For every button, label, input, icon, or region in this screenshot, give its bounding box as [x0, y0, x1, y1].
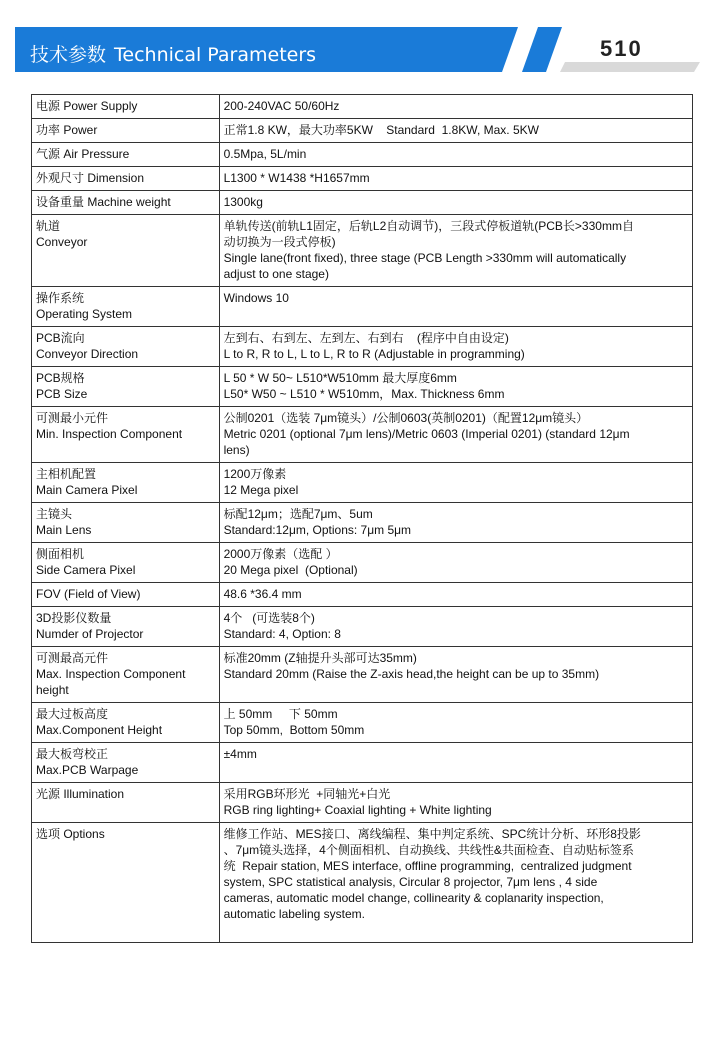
- spec-value: [219, 407, 692, 463]
- page-title-cn: 技术参数: [30, 44, 107, 66]
- spec-key: [32, 743, 220, 783]
- spec-row: [32, 167, 693, 191]
- header-blue-stripe: [522, 27, 562, 72]
- spec-value-line: 0.5Mpa, 5L/min: [223, 147, 307, 161]
- spec-value-line: 采用RGB环形光 +同轴光+白光: [223, 787, 391, 801]
- spec-value: [219, 743, 692, 783]
- spec-value-line: lens): [223, 443, 250, 457]
- spec-row: [32, 647, 693, 703]
- spec-key: [32, 287, 220, 327]
- spec-value: [219, 823, 692, 943]
- spec-key-line: Conveyor: [36, 235, 88, 249]
- spec-key-line: Operating System: [36, 307, 133, 321]
- spec-row: [32, 367, 693, 407]
- spec-key-line: Min. Inspection Component: [36, 427, 183, 441]
- spec-value-line: RGB ring lighting+ Coaxial lighting + White lighting: [223, 803, 492, 817]
- spec-key: [32, 543, 220, 583]
- spec-key-line: 轨道: [36, 219, 61, 233]
- spec-key-line: Side Camera Pixel: [36, 563, 136, 577]
- spec-key: [32, 823, 220, 943]
- spec-value-line: 48.6 *36.4 mm: [223, 587, 302, 601]
- spec-value-line: 左到右、右到左、左到左、右到右 (程序中自由设定): [223, 331, 509, 345]
- spec-row: [32, 407, 693, 463]
- spec-value-line: 1300kg: [223, 195, 263, 209]
- spec-key: [32, 583, 220, 607]
- spec-value: [219, 215, 692, 287]
- spec-key-line: 外观尺寸 Dimension: [36, 171, 145, 185]
- spec-value: [219, 583, 692, 607]
- spec-row: [32, 119, 693, 143]
- spec-value-line: adjust to one stage): [223, 267, 329, 281]
- spec-key: [32, 503, 220, 543]
- spec-row: [32, 703, 693, 743]
- spec-value-line: L50* W50 ~ L510 * W510mm，Max. Thickness 6mm: [223, 387, 505, 401]
- spec-row: [32, 823, 693, 943]
- spec-value-line: 正常1.8 KW，最大功率5KW Standard 1.8KW, Max. 5KW: [223, 123, 539, 137]
- spec-key-line: PCB Size: [36, 387, 88, 401]
- spec-row: [32, 743, 693, 783]
- spec-row: [32, 215, 693, 287]
- spec-key-line: 可测最小元件: [36, 411, 109, 425]
- spec-value: [219, 191, 692, 215]
- spec-value: [219, 647, 692, 703]
- spec-value-line: Standard 20mm (Raise the Z-axis head,the height can be up to 35mm): [223, 667, 600, 681]
- spec-key-line: 最大板弯校正: [36, 747, 109, 761]
- spec-key-line: 主相机配置: [36, 467, 97, 481]
- spec-key: [32, 703, 220, 743]
- spec-key-line: 电源 Power Supply: [36, 99, 138, 113]
- spec-key-line: 可测最高元件: [36, 651, 109, 665]
- spec-key-line: 选项 Options: [36, 827, 105, 841]
- spec-row: [32, 607, 693, 647]
- spec-row: [32, 287, 693, 327]
- spec-value: [219, 367, 692, 407]
- spec-value-line: 动切换为一段式停板): [223, 235, 336, 249]
- spec-key-line: 功率 Power: [36, 123, 98, 137]
- spec-key-line: 设备重量 Machine weight: [36, 195, 171, 209]
- spec-value-line: 12 Mega pixel: [223, 483, 299, 497]
- spec-row: [32, 503, 693, 543]
- spec-value-line: 、7μm镜头选择，4个侧面相机、自动换线、共线性&共面检查、自动贴标签系: [223, 843, 634, 857]
- spec-value-line: 维修工作站、MES接口、离线编程、集中判定系统、SPC统计分析、环形8投影: [223, 827, 641, 841]
- page-header: [0, 0, 720, 80]
- spec-key: [32, 463, 220, 503]
- spec-key-line: FOV (Field of View): [36, 587, 141, 601]
- model-number: 510: [600, 36, 643, 61]
- spec-value-line: 公制0201（选装 7μm镜头）/公制0603(英制0201)（配置12μm镜头）: [223, 411, 589, 425]
- spec-value-line: cameras, automatic model change, collinearity & coplanarity inspection,: [223, 891, 604, 905]
- spec-value: [219, 783, 692, 823]
- spec-value: [219, 95, 692, 119]
- spec-value-line: 1200万像素: [223, 467, 287, 481]
- spec-row: [32, 191, 693, 215]
- spec-key: [32, 783, 220, 823]
- spec-value: [219, 327, 692, 367]
- spec-key: [32, 367, 220, 407]
- header-grey-underline: [560, 62, 700, 72]
- spec-key-line: Main Lens: [36, 523, 92, 537]
- spec-value-line: 上 50mm 下 50mm: [223, 707, 338, 721]
- spec-key: [32, 607, 220, 647]
- spec-value-line: [224, 762, 688, 778]
- spec-value: [219, 463, 692, 503]
- spec-value-line: L1300 * W1438 *H1657mm: [223, 171, 370, 185]
- spec-key-line: 气源 Air Pressure: [36, 147, 130, 161]
- spec-value: [219, 543, 692, 583]
- spec-key-line: Numder of Projector: [36, 627, 144, 641]
- spec-key: [32, 215, 220, 287]
- spec-value-line: [224, 922, 688, 938]
- spec-key: [32, 143, 220, 167]
- spec-value: [219, 503, 692, 543]
- spec-key-line: PCB规格: [36, 371, 85, 385]
- spec-key: [32, 119, 220, 143]
- spec-value: [219, 167, 692, 191]
- spec-table-body: [32, 95, 693, 943]
- spec-key-line: 操作系统: [36, 291, 85, 305]
- spec-key-line: height: [36, 683, 69, 697]
- spec-value-line: system, SPC statistical analysis, Circular 8 projector, 7μm lens , 4 side: [223, 875, 598, 889]
- spec-value-line: 200-240VAC 50/60Hz: [223, 99, 340, 113]
- spec-table: [31, 94, 693, 943]
- spec-value: [219, 143, 692, 167]
- spec-row: [32, 143, 693, 167]
- spec-value-line: Top 50mm, Bottom 50mm: [223, 723, 365, 737]
- spec-value-line: Standard:12μm, Options: 7μm 5μm: [223, 523, 412, 537]
- spec-value-line: Metric 0201 (optional 7μm lens)/Metric 0603 (Imperial 0201) (standard 12μm: [223, 427, 630, 441]
- spec-value-line: automatic labeling system.: [223, 907, 365, 921]
- spec-key: [32, 95, 220, 119]
- spec-key-line: 主镜头: [36, 507, 73, 521]
- spec-row: [32, 327, 693, 367]
- spec-value-line: 标配12μm；选配7μm、5um: [223, 507, 373, 521]
- spec-key-line: 最大过板高度: [36, 707, 109, 721]
- spec-value-line: 统 Repair station, MES interface, offline programming, centralized judgment: [223, 859, 632, 873]
- spec-value: [219, 287, 692, 327]
- spec-value: [219, 119, 692, 143]
- page-title-en: Technical Parameters: [114, 44, 317, 66]
- page-title: [30, 40, 316, 67]
- spec-value-line: 2000万像素（选配 ）: [223, 547, 338, 561]
- spec-row: [32, 463, 693, 503]
- spec-key-line: 光源 Illumination: [36, 787, 125, 801]
- spec-key-line: Conveyor Direction: [36, 347, 139, 361]
- spec-key: [32, 407, 220, 463]
- spec-key-line: Max.PCB Warpage: [36, 763, 139, 777]
- spec-value-line: [224, 306, 688, 322]
- spec-row: [32, 95, 693, 119]
- spec-row: [32, 543, 693, 583]
- spec-value: [219, 607, 692, 647]
- spec-row: [32, 783, 693, 823]
- spec-value-line: Standard: 4, Option: 8: [223, 627, 341, 641]
- spec-value-line: Single lane(front fixed), three stage (PCB Length >330mm will automatically: [223, 251, 627, 265]
- spec-key-line: Max. Inspection Component: [36, 667, 186, 681]
- spec-key-line: Main Camera Pixel: [36, 483, 138, 497]
- spec-key-line: Max.Component Height: [36, 723, 163, 737]
- spec-key: [32, 191, 220, 215]
- spec-value-line: ±4mm: [223, 747, 257, 761]
- spec-row: [32, 583, 693, 607]
- spec-value-line: L 50 * W 50~ L510*W510mm 最大厚度6mm: [223, 371, 457, 385]
- spec-value: [219, 703, 692, 743]
- spec-key-line: PCB流向: [36, 331, 85, 345]
- spec-value-line: 标准20mm (Z轴提升头部可达35mm): [223, 651, 417, 665]
- spec-value-line: 4个 (可选装8个): [223, 611, 315, 625]
- spec-key: [32, 167, 220, 191]
- spec-key: [32, 327, 220, 367]
- spec-value-line: 单轨传送(前轨L1固定，后轨L2自动调节)，三段式停板道轨(PCB长>330mm自: [223, 219, 634, 233]
- spec-value-line: Windows 10: [223, 291, 289, 305]
- spec-key-line: 3D投影仪数量: [36, 611, 112, 625]
- spec-key-line: 侧面相机: [36, 547, 85, 561]
- spec-key: [32, 647, 220, 703]
- spec-value-line: L to R, R to L, L to L, R to R (Adjustable in programming): [223, 347, 525, 361]
- spec-value-line: 20 Mega pixel (Optional): [223, 563, 358, 577]
